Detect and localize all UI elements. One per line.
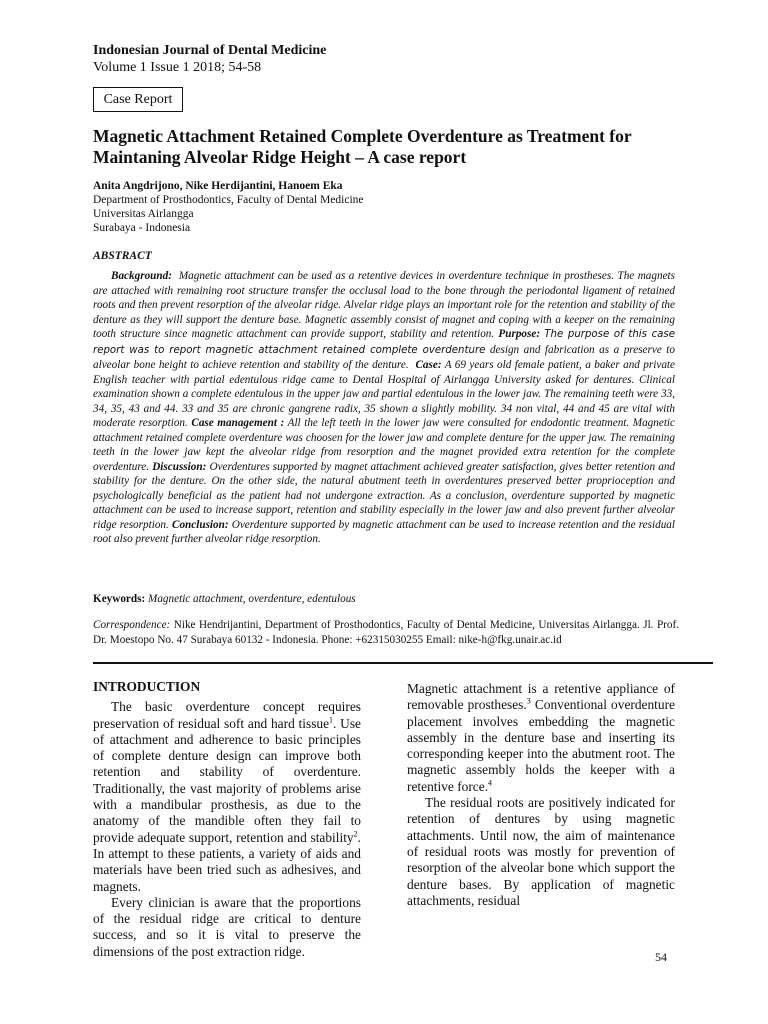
correspondence-label: Correspondence: — [93, 619, 171, 631]
journal-volume: Volume 1 Issue 1 2018; 54-58 — [93, 60, 262, 75]
affiliation-university: Universitas Airlangga — [93, 208, 194, 220]
conclusion-text: Overdenture supported by magnetic attachment can be used to increase retention and the residual root also prevent further alveolar ridge resorption. — [93, 518, 675, 545]
paragraph: Magnetic attachment is a retentive appliance of removable prostheses.$^3$ Conventional overdenture placement involves embedding the magnetic assembly in the denture base and inserting its corresponding keeper into the abutment root. The magnetic assembly holds the keeper with a retentive force.$^4$ — [407, 681, 675, 794]
keywords-text: Magnetic attachment, overdenture, edentulous — [148, 593, 356, 605]
body-column-right — [407, 681, 675, 909]
article-title: Magnetic Attachment Retained Complete Overdenture as Treatment for Maintaning Alveolar Ridge Height – A case report — [93, 126, 632, 167]
conclusion-label: Conclusion: — [172, 518, 229, 531]
citation: 4 — [488, 778, 493, 788]
background-text: Magnetic attachment can be used as a retentive devices in overdenture technique in prostheses. The magnets are attached with remaining root structure transfer the occlusal load to the bone through the periodontal ligament of retained roots and then prevent resorption of the alveolar ridge. Alvelar ridge plays an important role for the retention and stability of the denture as they will support the denture base. Magnetic assembly consist of magnet and coping with a keeper on the remaining tooth structure since magnetic attachment can provide support, stability and retention. — [93, 270, 676, 340]
page-number: 54 — [655, 950, 667, 964]
purpose-text-a: The purpose of this case report was to report magnetic attachment retained complete overdenture — [93, 329, 675, 356]
paragraph: The basic overdenture concept requires preservation of residual soft and hard tissue$^1$. Use of attachment and adherence to basic principles of complete denture design can improve both retention and stability of overdenture. Traditionally, the vast majority of problems arise with a mandibular prosthesis, as due to the anatomy of the mandible often they fail to provide adequate support, retention and stability$^2$. In attempt to these patients, a variety of aids and materials have been tried such as adhesives, and magnets. — [93, 699, 361, 894]
citation: 1 — [329, 715, 334, 725]
article-type-badge — [93, 87, 183, 112]
paragraph: The residual roots are positively indicated for retention of dentures by using magnetic attachments. Until now, the aim of maintenance of residual roots was mostly for prevention of resorption of the alveolar bone which support the denture bases. By application of magnetic attachments, residual — [407, 795, 675, 908]
case-text: A 69 years old female patient, a baker and private English teacher with partial edentulous ridge came to Dental Hospital of Airlangga University asked for dentures. Clinical examination shown a complete edentulous in the upper jaw and partial edentulous in the lower jaw. The remaining teeth were 33, 34, 35, 43 and 44. 33 and 35 are chronic gangrene radix, 35 shown a slightly mobility. 34 non vital, 44 and 45 are vital with moderate resorption. — [93, 359, 675, 429]
citation: 3 — [526, 696, 531, 706]
keywords-label: Keywords — [93, 593, 142, 605]
background-label: Background: — [111, 270, 172, 282]
correspondence — [93, 618, 679, 648]
paragraph: Every clinician is aware that the proportions of the residual ridge are critical to denture success, and so it is vital to preserve the dimensions of the post extraction ridge. — [93, 894, 361, 959]
authors: Anita Angdrijono, Nike Herdijantini, Hanoem Eka — [93, 180, 343, 192]
affiliation-city: Surabaya - Indonesia — [93, 222, 191, 234]
introduction-heading: INTRODUCTION — [93, 679, 201, 694]
keywords: Keywords: Magnetic attachment, overdenture, edentulous — [93, 593, 356, 605]
discussion-label: Discussion: — [152, 460, 207, 473]
abstract-text — [93, 269, 675, 547]
body-column-left — [93, 679, 361, 960]
citation: 2 — [353, 829, 358, 839]
correspondence-text: Nike Hendrijantini, Department of Prosthodontics, Faculty of Dental Medicine, Universitas Airlangga. Jl. Prof. Dr. Moestopo No. 47 Surabaya 60132 - Indonesia. Phone: +62315030255 Email: nike-h@fkg.unair.ac.id — [93, 619, 680, 646]
abstract-heading: ABSTRACT — [93, 250, 152, 262]
discussion-text: Overdentures supported by magnet attachment achieved greater satisfaction, gives better retention and stability for the denture. On the other side, the natural abutment teeth in overdentures preserved better proprioception and psychologically beneficial as the patient had not undergone extraction. As a conclusion, overdenture supported by magnetic attachment can be used to increase support, retention and stability especially in the lower jaw and also prevent further alveolar ridge resorption. — [93, 460, 676, 531]
purpose-text-b: design and fabrication as a preserve to alveolar bone height to achieve retention and stability of the denture. — [93, 343, 676, 371]
section-divider — [93, 662, 713, 664]
journal-name: Indonesian Journal of Dental Medicine — [93, 43, 327, 58]
case-management-text: All the left teeth in the lower jaw were consulted for endodontic treatment. Magnetic attachment retained complete overdenture was choosen for the lower jaw and complete denture for the upper jaw. The remaining teeth in the lower jaw kept the alveolar ridge from resorption and the magnet provided extra retention for the complete overdenture. — [93, 417, 675, 473]
case-label: Case: — [415, 359, 442, 371]
purpose-label: Purpose: — [498, 328, 541, 340]
article-type-label: Case Report — [103, 91, 173, 107]
affiliation-dept: Department of Prosthodontics, Faculty of Dental Medicine — [93, 194, 364, 206]
case-management-label: Case management : — [191, 417, 285, 429]
